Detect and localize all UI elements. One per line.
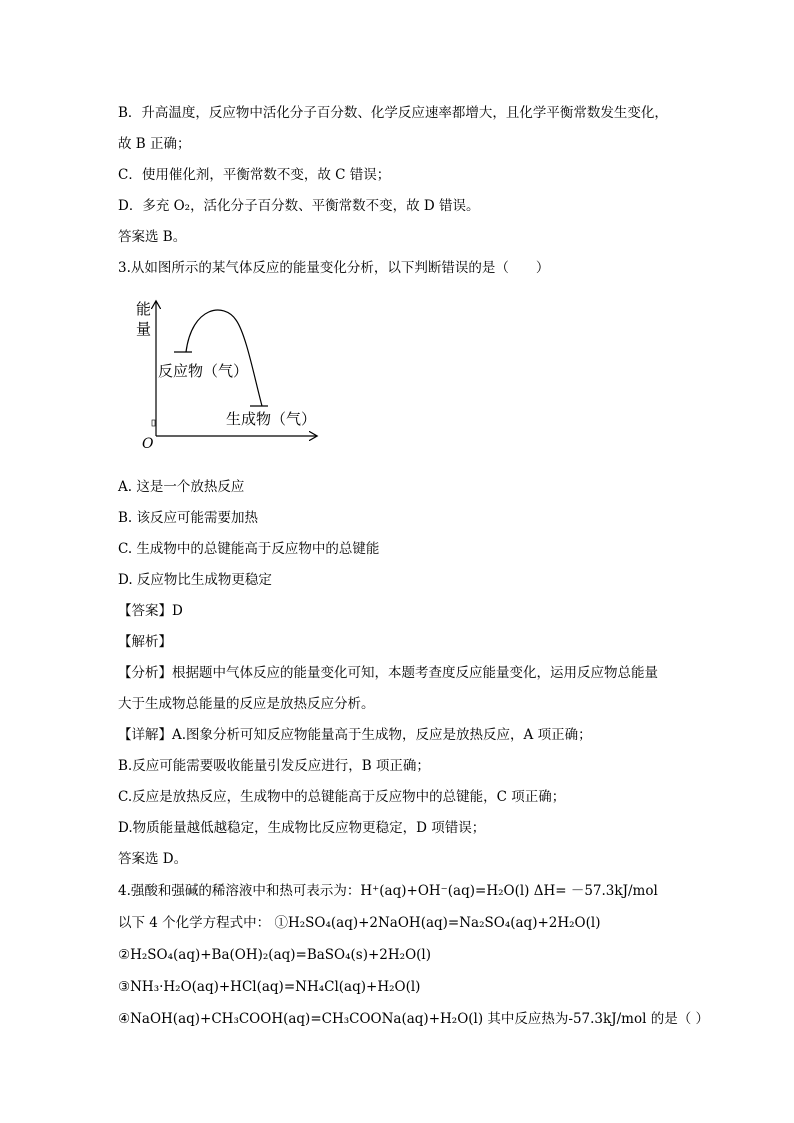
answer-line: 【答案】D — [118, 603, 183, 619]
question-4-equation: 以下 4 个化学方程式中： ①H₂SO₄(aq)+2NaOH(aq)=Na₂SO₄(aq)+2H₂O(l) — [118, 915, 601, 931]
question-4-equation: ③NH₃·H₂O(aq)+HCl(aq)=NH₄Cl(aq)+H₂O(l) — [118, 979, 421, 995]
answer-conclusion: 答案选 D。 — [118, 851, 188, 867]
question-4-equation: ④NaOH(aq)+CH₃COOH(aq)=CH₃COONa(aq)+H₂O(l) 其中反应热为-57.3kJ/mol 的是（ ） — [118, 1011, 709, 1027]
y-axis-label-char1: 能 — [136, 300, 152, 318]
text-line: B．升高温度，反应物中活化分子百分数、化学反应速率都增大，且化学平衡常数发生变化， — [118, 105, 668, 121]
detail-line: 【详解】A.图象分析可知反应物能量高于生成物，反应是放热反应，A 项正确； — [118, 727, 592, 743]
reactant-label: 反应物（气） — [158, 362, 249, 380]
analysis-line: 大于生成物总能量的反应是放热反应分析。 — [118, 696, 375, 712]
text-line: 故 B 正确； — [118, 136, 191, 152]
text-line: C．使用催化剂，平衡常数不变，故 C 错误； — [118, 167, 391, 183]
option-d: D. 反应物比生成物更稳定 — [118, 572, 272, 588]
y-axis-label-char2: 量 — [136, 320, 152, 338]
option-b: B. 该反应可能需要加热 — [118, 510, 259, 526]
question-3-stem: 3.从如图所示的某气体反应的能量变化分析，以下判断错误的是（ ） — [118, 260, 550, 276]
question-4-stem: 4.强酸和强碱的稀溶液中和热可表示为：H⁺(aq)+OH⁻(aq)=H₂O(l) ΔH= －57.3kJ/mol — [118, 883, 658, 899]
detail-line: C.反应是放热反应，生成物中的总键能高于反应物中的总键能，C 项正确； — [118, 789, 566, 805]
energy-curve — [186, 310, 262, 406]
question-4-equation: ②H₂SO₄(aq)+Ba(OH)₂(aq)=BaSO₄(s)+2H₂O(l) — [118, 947, 432, 963]
detail-line: D.物质能量越低越稳定，生成物比反应物更稳定，D 项错误； — [118, 820, 486, 836]
option-a: A. 这是一个放热反应 — [118, 479, 245, 495]
option-c: C. 生成物中的总键能高于反应物中的总键能 — [118, 541, 380, 557]
product-label: 生成物（气） — [226, 410, 317, 428]
detail-line: B.反应可能需要吸收能量引发反应进行，B 项正确； — [118, 758, 430, 774]
origin-label: O — [142, 436, 154, 451]
text-line: D．多充 O₂，活化分子百分数、平衡常数不变，故 D 错误。 — [118, 198, 480, 214]
explanation-heading: 【解析】 — [118, 634, 172, 650]
analysis-line: 【分析】根据题中气体反应的能量变化可知，本题考查度反应能量变化，运用反应物总能量 — [118, 665, 658, 681]
energy-diagram — [128, 296, 328, 451]
text-line: 答案选 B。 — [118, 229, 187, 245]
